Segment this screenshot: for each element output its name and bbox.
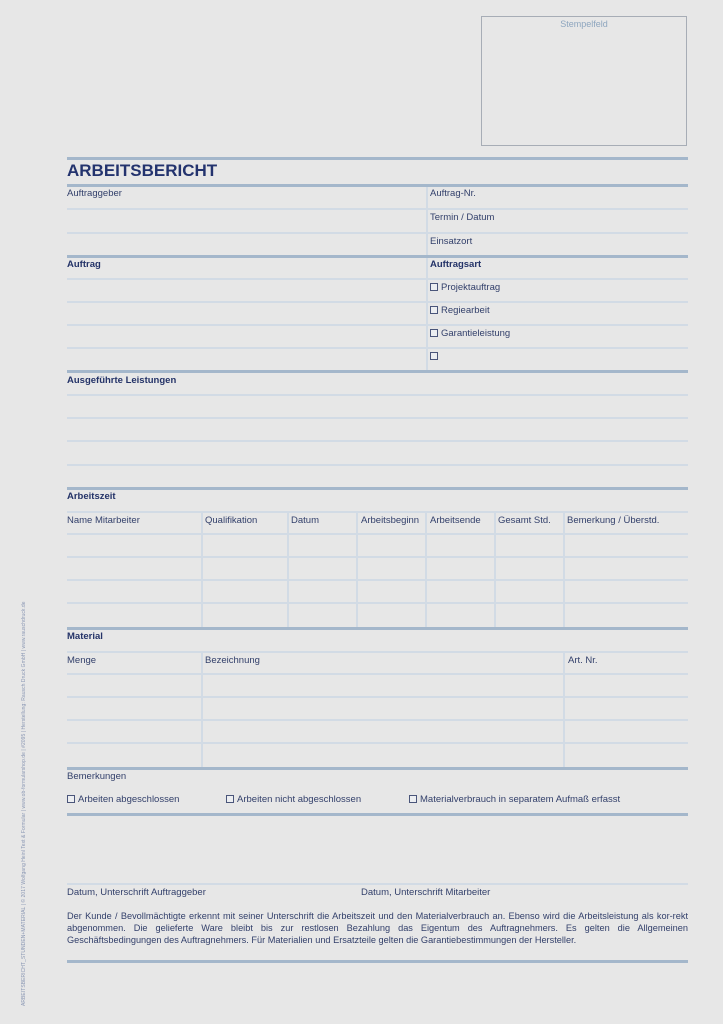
option-garantieleistung[interactable]: Garantieleistung — [430, 328, 510, 339]
column-header: Menge — [67, 655, 97, 666]
auftrag-nr-label: Auftrag-Nr. — [430, 188, 476, 199]
auftraggeber-line-1[interactable] — [67, 208, 688, 210]
legal-text: Der Kunde / Bevollmächtigte erkennt mit seiner Unterschrift die Arbeitszeit und den Materialverbrauch an. Ebenso wird die Arbeitsleistung als kor-rekt abgenommen. Die gelieferte Ware bleibt bis zur restlosen Bezahlung das Eigentum des Auftragnehmers. Es gelten die Allgemeinen Geschäftsbedingungen des Auftragnehmers. Für Materialien und Ersatzteile gelten die Garantiebestimmungen der Hersteller. — [67, 911, 688, 945]
checkbox[interactable] — [409, 795, 417, 803]
table-row[interactable] — [67, 579, 688, 581]
column-header: Arbeitsbeginn — [361, 515, 420, 526]
signature-line[interactable] — [67, 883, 688, 885]
checkbox[interactable] — [430, 329, 438, 337]
column-divider — [494, 512, 496, 628]
divider — [67, 487, 688, 490]
checkbox[interactable] — [430, 352, 438, 360]
auftrag-line[interactable] — [67, 278, 688, 280]
column-divider — [201, 652, 203, 768]
signature-mitarbeiter-label: Datum, Unterschrift Mitarbeiter — [361, 887, 491, 898]
stamp-field-label: Stempelfeld — [560, 19, 608, 29]
bemerkungen-title: Bemerkungen — [67, 771, 127, 782]
divider — [67, 157, 688, 160]
table-row[interactable] — [67, 556, 688, 558]
column-divider — [563, 512, 565, 628]
checkbox[interactable] — [226, 795, 234, 803]
divider — [67, 767, 688, 770]
column-header: Datum — [291, 515, 319, 526]
column-divider — [426, 258, 428, 371]
column-divider — [356, 512, 358, 628]
page-title: ARBEITSBERICHT — [67, 161, 218, 180]
leistungen-line[interactable] — [67, 440, 688, 442]
arbeitszeit-title: Arbeitszeit — [67, 491, 116, 502]
material-title: Material — [67, 631, 103, 642]
leistungen-line[interactable] — [67, 394, 688, 396]
arbeitszeit-table — [67, 512, 688, 628]
auftraggeber-label: Auftraggeber — [67, 188, 122, 199]
column-header: Name Mitarbeiter — [67, 515, 140, 526]
auftrag-line[interactable] — [67, 324, 688, 326]
divider — [67, 627, 688, 630]
auftrag-title: Auftrag — [67, 259, 101, 270]
column-divider — [201, 512, 203, 628]
leistungen-line[interactable] — [67, 464, 688, 466]
option-projektauftrag[interactable]: Projektauftrag — [430, 282, 500, 293]
divider — [67, 255, 688, 258]
auftraggeber-line-2[interactable] — [67, 232, 688, 234]
checkbox[interactable] — [430, 306, 438, 314]
leistungen-line[interactable] — [67, 417, 688, 419]
column-divider — [425, 512, 427, 628]
column-header: Arbeitsende — [430, 515, 481, 526]
divider — [67, 813, 688, 816]
divider — [67, 960, 688, 963]
auftrag-line[interactable] — [67, 347, 688, 349]
table-row[interactable] — [67, 696, 688, 698]
table-row[interactable] — [67, 673, 688, 675]
option-arbeiten-abgeschlossen[interactable]: Arbeiten abgeschlossen — [67, 794, 179, 805]
checkbox[interactable] — [67, 795, 75, 803]
column-header: Art. Nr. — [568, 655, 598, 666]
column-divider — [287, 512, 289, 628]
option-regiearbeit[interactable]: Regiearbeit — [430, 305, 490, 316]
table-row[interactable] — [67, 742, 688, 744]
divider — [67, 184, 688, 187]
material-table — [67, 652, 688, 768]
signature-auftraggeber-label: Datum, Unterschrift Auftraggeber — [67, 887, 206, 898]
option-other[interactable] — [430, 351, 441, 362]
auftrag-line[interactable] — [67, 301, 688, 303]
leistungen-title: Ausgeführte Leistungen — [67, 375, 177, 386]
column-header: Bezeichnung — [205, 655, 260, 666]
stamp-field — [481, 16, 687, 146]
table-row[interactable] — [67, 602, 688, 604]
column-divider — [426, 187, 428, 257]
column-header: Bemerkung / Überstd. — [567, 515, 660, 526]
option-arbeiten-nicht-abgeschlossen[interactable]: Arbeiten nicht abgeschlossen — [226, 794, 361, 805]
column-header: Qualifikation — [205, 515, 258, 526]
einsatzort-label: Einsatzort — [430, 236, 473, 247]
termin-datum-label: Termin / Datum — [430, 212, 495, 223]
table-row[interactable] — [67, 533, 688, 535]
divider — [67, 370, 688, 373]
side-imprint: ARBEITSBERICHT_STUNDEN+MATERIAL | © 2017 Wolfgang Heinl Text & Formular | www.ob-formularshop.de | #2095 | Herstellung: Rausch Druck GmbH | www.rauschdruck.de — [21, 601, 27, 1006]
auftragsart-title: Auftragsart — [430, 259, 482, 270]
table-row[interactable] — [67, 719, 688, 721]
column-header: Gesamt Std. — [498, 515, 551, 526]
option-materialverbrauch-aufmass[interactable]: Materialverbrauch in separatem Aufmaß erfasst — [409, 794, 620, 805]
checkbox[interactable] — [430, 283, 438, 291]
column-divider — [563, 652, 565, 768]
